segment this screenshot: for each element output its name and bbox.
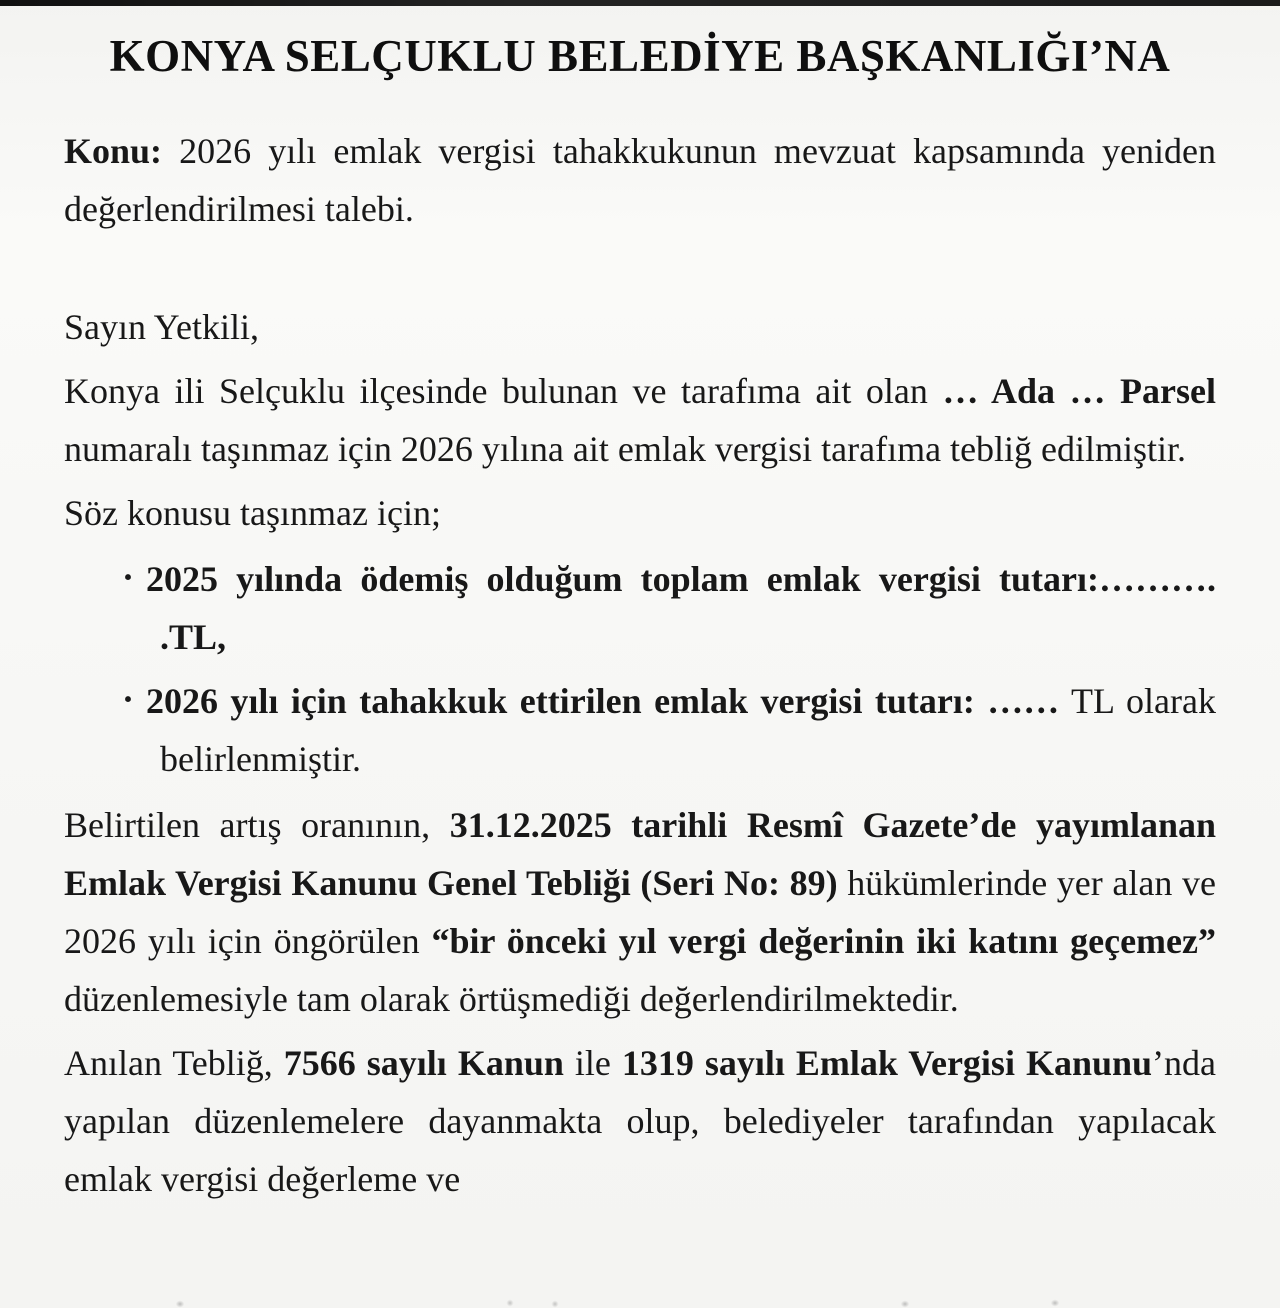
tax-amount-list [64, 550, 1216, 788]
list-item-2025-tax [64, 550, 1216, 666]
list-item-2026-tax [64, 672, 1216, 788]
text-run: ’nda yapılan düzenlemelere dayanmakta olup, belediyeler tarafından yapılacak emlak vergisi değerleme ve [64, 1043, 1217, 1199]
subject-label: Konu: [64, 131, 163, 171]
text-run-bold: 31.12.2025 tarihli Resmî Gazete’de yayımlanan Emlak Vergisi Kanunu Genel Tebliği (Seri No: 89) [64, 805, 1216, 903]
bullet-icon: · [122, 679, 135, 719]
text-run: numaralı taşınmaz için 2026 yılına ait emlak vergisi tarafıma tebliğ edilmiştir. [64, 429, 1187, 469]
text-run: Anılan Tebliğ, [64, 1043, 284, 1083]
text-run-bold: 1319 sayılı Emlak Vergisi Kanunu [621, 1043, 1153, 1083]
greeting-line: Sayın Yetkili, [64, 307, 260, 347]
subject-text: 2026 yılı emlak vergisi tahakkukunun mevzuat kapsamında yeniden değerlendirilmesi talebi. [64, 131, 1216, 229]
text-run-bold: 2026 yılı için tahakkuk ettirilen emlak vergisi tutarı: …… [146, 681, 1060, 721]
text-run-bold: … Ada … Parsel [942, 371, 1216, 411]
text-run-bold: “bir önceki yıl vergi değerinin iki katını geçemez” [431, 921, 1216, 961]
bullet-icon: · [122, 557, 135, 597]
paragraph-legal-assessment [64, 796, 1216, 1028]
text-run: Konya ili Selçuklu ilçesinde bulunan ve tarafıma ait olan [64, 371, 943, 411]
scan-artifacts-cutoff-line [0, 1298, 1280, 1308]
text-run-bold: 7566 sayılı Kanun [283, 1043, 564, 1083]
paragraph-law-reference [64, 1034, 1216, 1208]
paragraph-property-notice [64, 362, 1216, 478]
document-content [0, 6, 1280, 1208]
subject-line [64, 122, 1216, 238]
text-run-bold: 2025 yılında ödemiş olduğum toplam emlak vergisi tutarı:………. .TL, [146, 559, 1216, 657]
text-run: ile [563, 1043, 622, 1083]
text-run: hükümlerinde yer alan ve 2026 yılı için öngörülen [64, 863, 1216, 961]
text-run: Belirtilen artış oranının, [64, 805, 450, 845]
paragraph-lead-in: Söz konusu taşınmaz için; [64, 493, 441, 533]
document-title: KONYA SELÇUKLU BELEDİYE BAŞKANLIĞI’NA [109, 31, 1171, 81]
text-run: düzenlemesiyle tam olarak örtüşmediği değerlendirilmektedir. [64, 979, 959, 1019]
text-run: TL olarak belirlenmiştir. [160, 681, 1216, 779]
